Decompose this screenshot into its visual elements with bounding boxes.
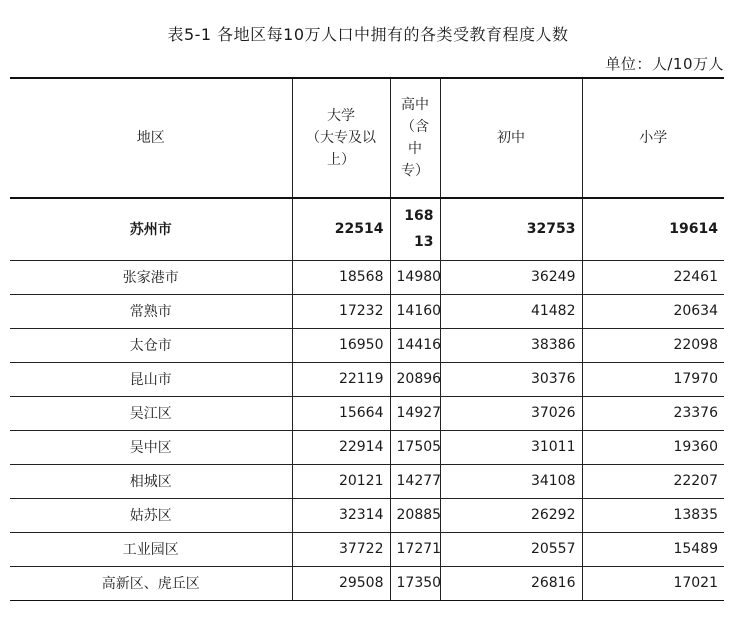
region-cell: 相城区 [10,464,292,498]
region-cell: 工业园区 [10,532,292,566]
primary-school-cell: 19360 [582,430,724,464]
education-table [10,77,724,601]
university-cell: 29508 [292,566,390,600]
middle-school-cell: 32753 [440,198,582,260]
middle-school-cell: 38386 [440,328,582,362]
primary-school-cell: 13835 [582,498,724,532]
primary-school-cell: 17021 [582,566,724,600]
region-cell: 昆山市 [10,362,292,396]
header-primary-school: 小学 [582,78,724,198]
unit-label: 单位：人/10万人 [605,55,724,73]
high-school-cell: 20885 [390,498,440,532]
university-cell: 20121 [292,464,390,498]
total-row [10,198,724,260]
table-row [10,532,724,566]
primary-school-cell: 23376 [582,396,724,430]
region-cell: 常熟市 [10,294,292,328]
high-school-cell: 17350 [390,566,440,600]
region-cell: 张家港市 [10,260,292,294]
table-row [10,396,724,430]
primary-school-cell: 20634 [582,294,724,328]
table-row [10,430,724,464]
middle-school-cell: 41482 [440,294,582,328]
high-school-cell: 17505 [390,430,440,464]
high-school-cell: 16813 [390,198,440,260]
university-cell: 37722 [292,532,390,566]
high-school-cell: 14160 [390,294,440,328]
high-school-cell: 17271 [390,532,440,566]
university-cell: 22119 [292,362,390,396]
university-cell: 18568 [292,260,390,294]
university-cell: 32314 [292,498,390,532]
region-cell: 太仓市 [10,328,292,362]
high-school-cell: 20896 [390,362,440,396]
table-row [10,294,724,328]
header-row [10,78,724,198]
header-region: 地区 [10,78,292,198]
table-row [10,328,724,362]
table-row [10,498,724,532]
middle-school-cell: 30376 [440,362,582,396]
university-cell: 15664 [292,396,390,430]
table-row [10,362,724,396]
middle-school-cell: 31011 [440,430,582,464]
region-cell: 吴江区 [10,396,292,430]
middle-school-cell: 37026 [440,396,582,430]
university-cell: 16950 [292,328,390,362]
table-row [10,566,724,600]
high-school-cell: 14416 [390,328,440,362]
primary-school-cell: 22461 [582,260,724,294]
primary-school-cell: 15489 [582,532,724,566]
high-school-cell: 14927 [390,396,440,430]
middle-school-cell: 26816 [440,566,582,600]
table-row [10,464,724,498]
header-high-school: 高中 （含 中 专） [390,78,440,198]
middle-school-cell: 36249 [440,260,582,294]
table-row [10,260,724,294]
middle-school-cell: 26292 [440,498,582,532]
header-middle-school: 初中 [440,78,582,198]
university-cell: 22514 [292,198,390,260]
region-cell: 高新区、虎丘区 [10,566,292,600]
region-cell: 姑苏区 [10,498,292,532]
region-cell: 苏州市 [10,198,292,260]
middle-school-cell: 34108 [440,464,582,498]
middle-school-cell: 20557 [440,532,582,566]
university-cell: 17232 [292,294,390,328]
table-title: 表5-1 各地区每10万人口中拥有的各类受教育程度人数 [167,25,569,44]
region-cell: 吴中区 [10,430,292,464]
primary-school-cell: 22207 [582,464,724,498]
primary-school-cell: 19614 [582,198,724,260]
primary-school-cell: 22098 [582,328,724,362]
university-cell: 22914 [292,430,390,464]
high-school-cell: 14980 [390,260,440,294]
header-university: 大学 （大专及以 上） [292,78,390,198]
primary-school-cell: 17970 [582,362,724,396]
high-school-cell: 14277 [390,464,440,498]
